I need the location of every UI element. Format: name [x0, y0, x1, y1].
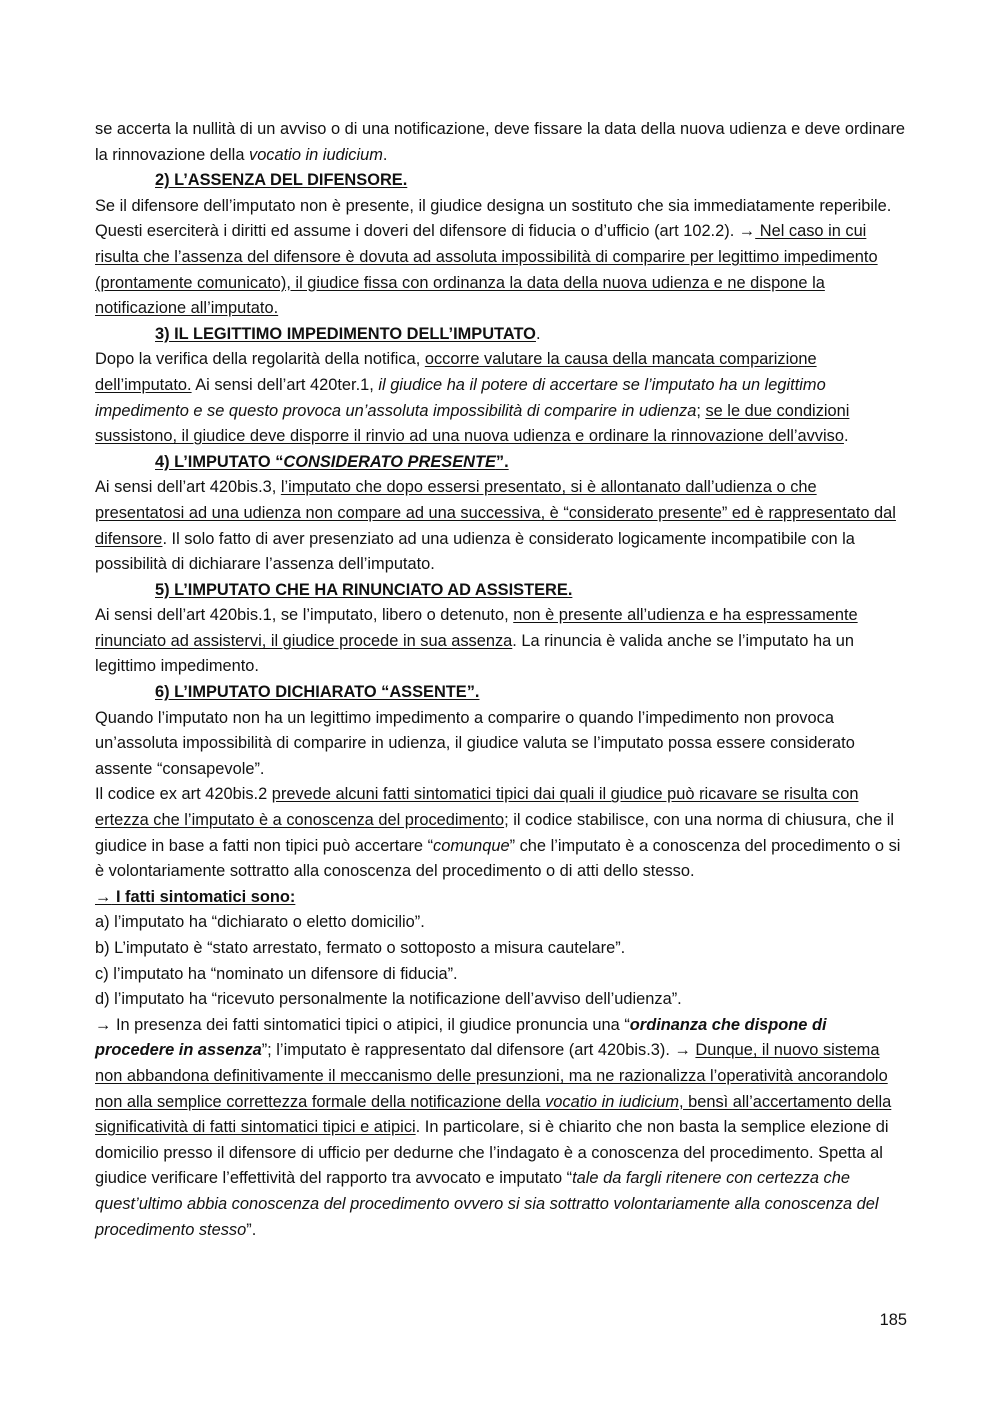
heading-text: ”.	[495, 452, 509, 471]
text-run: . In particolare, si è chiarito che non basta la semplice elezione di domicilio presso il difensore di ufficio per dedurne che l’indagato è a conoscenza del procedimento. Spetta al giudice verificare l’effettività del rapporto tra avvocato e imputato “	[95, 1118, 889, 1188]
paragraph-assente: Quando l’imputato non ha un legittimo impedimento a comparire o quando l’impedimento non provoca un’assoluta impossibilità di comparire in udienza, il giudice valuta se l’imputato possa essere considerato assente “consapevole”.	[95, 708, 855, 778]
arrow-icon: →	[95, 887, 112, 906]
text-run: ”; l’imputato è rappresentato dal difensore (art 420bis.3).	[261, 1041, 675, 1060]
section-heading-6	[95, 680, 907, 706]
text-run: ; il codice stabilisce, con una norma di chiusura, che il giudice in base a fatti non tipici può accertare “	[95, 811, 895, 855]
text-run-underlined: non è presente all’udienza e ha espressamente rinunciato ad assistervi, il giudice procede in sua assenza	[95, 606, 858, 650]
text-run: se accerta la nullità di un avviso o di una notificazione, deve fissare la data della nuova udienza e deve ordinare la rinnovazione della	[95, 120, 906, 164]
paragraph-rinuncia	[95, 603, 907, 680]
section-heading-5	[95, 578, 907, 604]
heading-text: 4) L’IMPUTATO “	[155, 452, 284, 471]
section-heading-4	[95, 450, 907, 476]
text-run-underlined: , bensì all’accertamento della significatività di fatti sintomatici tipici e atipici	[95, 1092, 892, 1137]
arrow-icon: →	[674, 1041, 691, 1060]
heading-text: 3) IL LEGITTIMO IMPEDIMENTO DELL’IMPUTATO	[155, 324, 536, 343]
document-page	[95, 117, 907, 1243]
text-run-underlined: Dunque, il nuovo sistema non abbandona definitivamente il meccanismo delle presunzioni, ma ne razionalizza l’operatività ancorandolo non alla semplice correttezza formale della notificazione della	[95, 1041, 888, 1111]
text-run-italic: tale da fargli ritenere con certezza che quest’ultimo abbia conoscenza del procedimento ovvero si sia sottratto volontariamente alla conoscenza del procedimento stesso	[95, 1169, 879, 1239]
section-heading-2	[95, 168, 907, 194]
text-run: In presenza dei fatti sintomatici tipici o atipici, il giudice pronuncia una “	[111, 1015, 630, 1034]
list-item: b) L’imputato è “stato arrestato, fermato o sottoposto a misura cautelare”.	[95, 939, 626, 957]
text-run: .	[843, 427, 849, 446]
heading-text: 6) L’IMPUTATO DICHIARATO “ASSENTE”.	[155, 683, 480, 702]
section-heading-3	[95, 322, 907, 348]
list-item: c) l’imputato ha “nominato un difensore di fiducia”.	[95, 964, 458, 983]
text-run: Ai sensi dell’art 420ter.1,	[191, 375, 379, 394]
arrow-icon: →	[95, 1015, 112, 1034]
paragraph-nullita	[95, 117, 907, 168]
page-number: 185	[879, 1311, 907, 1329]
text-run-underlined: occorre valutare la causa della mancata comparizione dell’imputato.	[95, 350, 817, 394]
paragraph-legittimo-impedimento	[95, 347, 907, 449]
text-run: Dopo la verifica della regolarità della notifica,	[95, 350, 425, 369]
arrow-icon: →	[738, 222, 756, 241]
heading-text: 2) L’ASSENZA DEL DIFENSORE.	[155, 171, 408, 190]
paragraph-codice-420bis	[95, 782, 907, 884]
text-run: ” che l’imputato è a conoscenza del procedimento o si è volontariamente sottratto alla conoscenza del procedimento o di atti dello stesso.	[95, 836, 901, 881]
text-run: . Il solo fatto di aver presenziato ad una udienza è considerato logicamente incompatibile con la possibilità di dichiarare l’assenza dell’imputato.	[95, 529, 855, 574]
paragraph-assenza-difensore	[95, 194, 907, 322]
text-run-underlined: se le due condizioni sussistono, il giudice deve disporre il rinvio ad una nuova udienza e ordinare la rinnovazione dell’avviso	[95, 401, 850, 446]
paragraph-considerato-presente	[95, 475, 907, 577]
text-run: Ai sensi dell’art 420bis.1, se l’imputato, libero o detenuto,	[95, 606, 514, 625]
text-run-italic: comunque	[433, 836, 510, 855]
text-run: . La rinuncia è valida anche se l’imputato ha un legittimo impedimento.	[95, 631, 854, 676]
heading-text: 5) L’IMPUTATO CHE HA RINUNCIATO AD ASSISTERE.	[155, 580, 573, 599]
heading-text: I fatti sintomatici sono:	[111, 887, 296, 906]
text-run-underlined: prevede alcuni fatti sintomatici tipici dai quali il giudice può ricavare se risulta con ertezza che l’imputato è a conoscenza del procedimento	[95, 785, 859, 830]
list-item: d) l’imputato ha “ricevuto personalmente la notificazione dell’avviso dell’udienza”.	[95, 990, 682, 1009]
facts-heading	[95, 885, 907, 911]
text-run: Ai sensi dell’art 420bis.3,	[95, 478, 281, 497]
text-run: .	[535, 324, 541, 343]
list-item: a) l’imputato ha “dichiarato o eletto domicilio”.	[95, 913, 425, 932]
text-run-bold-italic: ordinanza che dispone di procedere in assenza	[95, 1015, 827, 1060]
heading-text-italic: CONSIDERATO PRESENTE	[283, 452, 496, 471]
text-run-underlined-italic: vocatio in iudicium	[545, 1092, 679, 1111]
text-run-italic: il giudice ha il potere di accertare se l’imputato ha un legittimo impedimento e se questo provoca un’assoluta impossibilità di comparire in udienza	[95, 375, 826, 420]
text-run: Se il difensore dell’imputato non è presente, il giudice designa un sostituto che sia immediatamente reperibile. Questi eserciterà i diritti ed assume i doveri del difensore di fiducia o d’ufficio (art 102.2).	[95, 196, 892, 241]
text-run: ;	[696, 401, 706, 420]
text-run-italic: vocatio in iudicium	[249, 145, 383, 164]
text-run-underlined: l’imputato che dopo essersi presentato, si è allontanato dall’udienza o che presentatosi ad una udienza non compare ad una successiva, è “considerato presente” ed è rappresentato dal difensore	[95, 478, 896, 548]
text-run: .	[382, 145, 388, 164]
text-run: Il codice ex art 420bis.2	[95, 785, 272, 804]
text-run: ”.	[246, 1220, 257, 1239]
text-run-underlined: Nel caso in cui risulta che l’assenza del difensore è dovuta ad assoluta impossibilità di comparire per legittimo impedimento (prontamente comunicato), il giudice fissa con ordinanza la data della nuova udienza e ne dispone la notificazione all’imputato.	[95, 222, 878, 318]
paragraph-ordinanza	[95, 1013, 907, 1243]
